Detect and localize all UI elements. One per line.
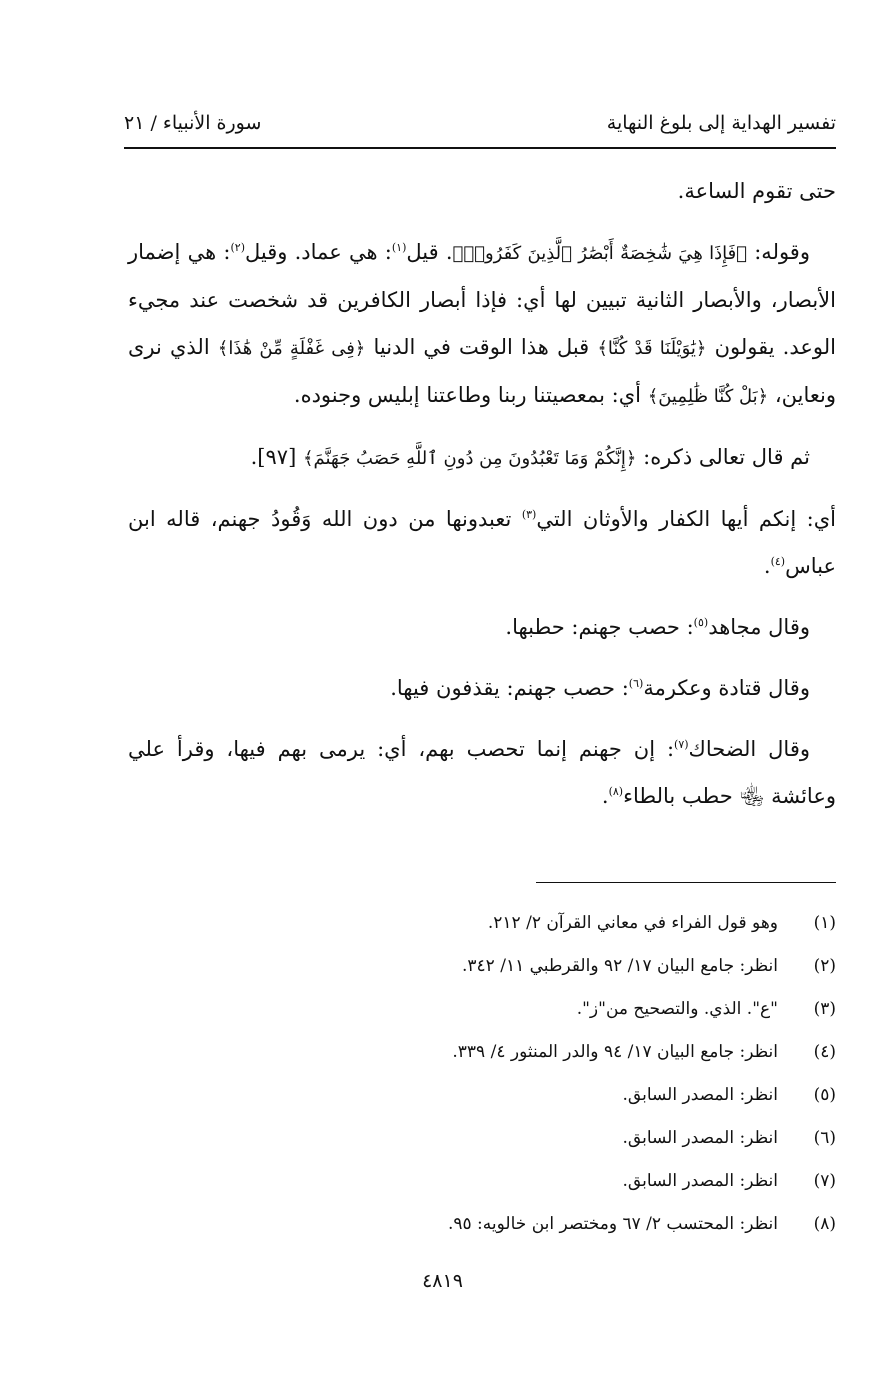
p6-text-a: وقال قتادة وعكرمة [643,676,810,700]
footnote-1 [128,902,836,945]
main-text [128,168,836,834]
footnote-ref-1: (١) [391,241,407,254]
p3-text-b: [٩٧]. [250,445,303,469]
footnote-ref-7: (٧) [674,738,689,751]
paragraph-4 [128,496,836,590]
quran-verse-3: ﴿فِى غَفْلَةٍ مِّنْ هَٰذَا﴾ [217,338,366,359]
surah-info: سورة الأنبياء / ٢١ [124,112,262,134]
footnote-ref-4: (٤) [770,555,786,568]
footnote-ref-5: (٥) [693,616,709,629]
book-title: تفسير الهداية إلى بلوغ النهاية [606,112,836,134]
footnote-number: (٥) [813,1085,836,1105]
footnote-ref-8: (٨) [608,785,624,798]
footnote-text: "ع". الذي. والتصحيح من"ز". [576,999,778,1019]
footnote-ref-2: (٢) [230,241,245,254]
quran-verse-1: ﴿فَإِذَا هِيَ شَٰخِصَةٌ أَبْصَٰرُ ٱلَّذِينَ كَفَرُوا۟﴾ [452,243,747,264]
footnote-text: انظر: جامع البيان ١٧/ ٩٤ والدر المنثور ٤/ ٣٣٩. [452,1042,778,1062]
footnote-text: انظر: المصدر السابق. [622,1085,778,1105]
p7-text-c: . [601,784,609,808]
paragraph-7 [128,726,836,820]
footnote-number: (٧) [813,1171,836,1191]
page-number: ٤٨١٩ [422,1270,463,1292]
paragraph-3 [128,434,836,482]
p4-text-b: تعبدونها من دون الله وَقُودُ جهنم، قاله ابن عباس [128,507,836,578]
footnotes-list [128,902,836,1246]
paragraph-1 [128,168,836,215]
p2-text-b: . قيل [406,240,453,264]
footnote-text: انظر: جامع البيان ١٧/ ٩٢ والقرطبي ١١/ ٣٤٢. [461,956,778,976]
paragraph-2 [128,229,836,420]
running-header [124,112,836,142]
paragraph-6 [128,665,836,712]
p1-text: حتى تقوم الساعة. [677,179,836,203]
p4-text-a: أي: إنكم أيها الكفار والأوثان التي [536,507,836,531]
footnote-number: (٤) [813,1042,836,1062]
quran-verse-2: ﴿يَٰوَيْلَنَا قَدْ كُنَّا﴾ [597,338,707,359]
p2-text-d: : هي إضمار الأبصار، والأبصار الثانية تبيين لها أي: فإذا أبصار الكافرين قد شخصت عند مجيء الوعد. يقولون [128,240,836,359]
footnote-text: انظر: المصدر السابق. [622,1128,778,1148]
footnote-text: انظر: المصدر السابق. [622,1171,778,1191]
p5-text-a: وقال مجاهد [708,615,810,639]
p7-text-b: : إن جهنم إنما تحصب بهم، أي: يرمى بهم فيها، وقرأ علي وعائشة ﵄ حطب بالطاء [128,737,836,808]
footnote-number: (٣) [813,999,836,1019]
footnote-ref-6: (٦) [628,677,644,690]
footnote-ref-3: (٣) [521,508,537,521]
footnote-6 [128,1117,836,1160]
footnote-3 [128,988,836,1031]
footnote-8 [128,1203,836,1246]
p2-text-c: : هي عماد. وقيل [244,240,392,264]
footnote-2 [128,945,836,988]
p3-text-a: ثم قال تعالى ذكره: [636,445,810,469]
footnote-number: (٢) [813,956,836,976]
quran-verse-5: ﴿إِنَّكُمْ وَمَا تَعْبُدُونَ مِن دُونِ ٱللَّهِ حَصَبُ جَهَنَّمَ﴾ [302,448,637,469]
footnote-text: وهو قول الفراء في معاني القرآن ٢/ ٢١٢. [487,913,778,933]
footnote-number: (٦) [813,1128,836,1148]
footnote-number: (٨) [813,1214,836,1234]
footnote-separator [536,882,836,883]
p6-text-b: : حصب جهنم: يقذفون فيها. [390,676,629,700]
p5-text-b: : حصب جهنم: حطبها. [505,615,694,639]
quran-verse-4: ﴿بَلْ كُنَّا ظَٰلِمِينَ﴾ [647,386,769,407]
header-rule [124,147,836,149]
footnote-text: انظر: المحتسب ٢/ ٦٧ ومختصر ابن خالويه: ٩٥. [447,1214,778,1234]
p7-text-a: وقال الضحاك [688,737,811,761]
p4-text-c: . [763,554,771,578]
footnote-5 [128,1074,836,1117]
p2-text-a: وقوله: [747,240,810,264]
p2-text-f: الذي نرى ونعاين، [128,335,836,407]
p2-text-e: قبل هذا الوقت في الدنيا [365,335,598,359]
p2-text-g: أي: بمعصيتنا ربنا وطاعتنا إبليس وجنوده. [293,383,648,407]
footnote-7 [128,1160,836,1203]
footnote-4 [128,1031,836,1074]
footnote-number: (١) [813,913,836,933]
paragraph-5 [128,604,836,651]
